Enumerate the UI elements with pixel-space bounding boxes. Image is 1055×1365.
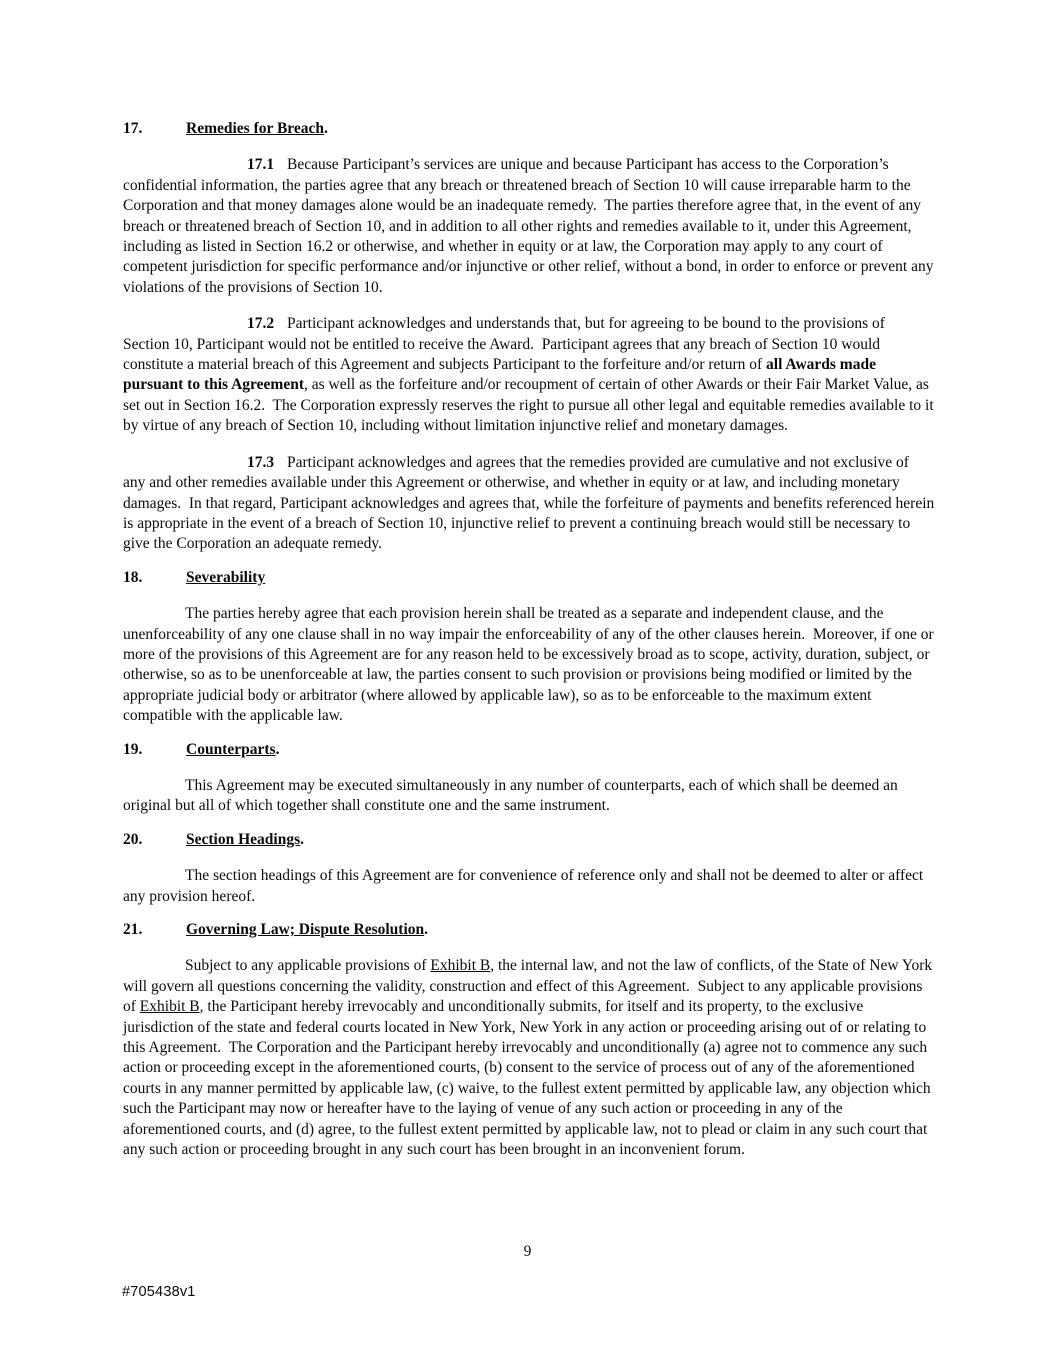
- document-id-footer: #705438v1: [122, 1284, 196, 1300]
- subsection-number: 17.1: [247, 156, 275, 174]
- section-number: 17.: [123, 120, 143, 137]
- paragraph-text: The parties hereby agree that each provision herein shall be treated as a separate and independent clause, and the unenforceability of any one clause shall in no way impair the enforceability of any of the other clauses herein. Moreover, if one or more of the provisions of this Agreement are for any reason held to be excessively broad as to scope, activity, duration, subject, or otherwise, so as to be unenforceable at law, the parties consent to such provision or provisions being modified or limited by the appropriate judicial body or arbitrator (where allowed by applicable law), so as to be enforceable to the maximum extent compatible with the applicable law.: [123, 605, 938, 725]
- paragraph-text: The section headings of this Agreement are for convenience of reference only and shall not be deemed to alter or affect any provision hereof.: [123, 867, 928, 905]
- subsection-number: 17.3: [247, 453, 275, 471]
- section-number: 21.: [123, 921, 143, 938]
- paragraph-17-2: [123, 314, 938, 436]
- exhibit-b-reference: Exhibit B: [430, 957, 491, 975]
- section-number: 19.: [123, 740, 143, 758]
- section-title-text: Section Headings: [186, 830, 301, 848]
- section-title: [186, 921, 428, 938]
- section-17-heading: [123, 119, 935, 139]
- section-title: [186, 741, 279, 758]
- section-title-period: .: [424, 921, 428, 938]
- section-19-heading: [123, 740, 935, 760]
- document-body: [123, 119, 939, 1160]
- exhibit-b-reference: Exhibit B: [139, 998, 200, 1016]
- section-20-heading: [123, 830, 935, 850]
- page-number: 9: [523, 1243, 532, 1260]
- paragraph-17-1: [123, 155, 938, 298]
- paragraph-text: This Agreement may be executed simultaneously in any number of counterparts, each of which shall be deemed an original but all of which together shall constitute one and the same instrument.: [123, 776, 902, 815]
- section-title: [186, 120, 328, 137]
- section-18-heading: [123, 568, 935, 588]
- paragraph-text: , the internal law, and not the law of conflicts, of the State of New York will govern all questions concerning the validity, construction and effect of this Agreement. Subject to any applicable provisions of: [123, 957, 937, 1016]
- paragraph-18: [123, 604, 938, 726]
- section-title-period: .: [300, 830, 304, 848]
- section-title-period: .: [275, 740, 280, 758]
- section-title-text: Severability: [186, 568, 266, 586]
- section-title-text: Governing Law; Dispute Resolution: [186, 921, 425, 938]
- paragraph-text: Subject to any applicable provisions of: [185, 957, 431, 975]
- paragraph-17-3: [123, 453, 939, 555]
- paragraph-20: [123, 866, 935, 907]
- section-title-text: Remedies for Breach: [186, 120, 325, 137]
- section-number: 18.: [123, 568, 143, 586]
- section-title: [186, 831, 304, 848]
- section-number: 20.: [123, 830, 143, 848]
- section-title-text: Counterparts: [186, 740, 276, 758]
- paragraph-19: [123, 776, 935, 817]
- subsection-number: 17.2: [247, 315, 275, 333]
- paragraph-text: Participant acknowledges and agrees that the remedies provided are cumulative and not exclusive of any and other remedies available under this Agreement or otherwise, and whether in equity or at law, and including monetary damages. In that regard, Participant acknowledges and agrees that, while the forfeiture of payments and benefits referenced herein is appropriate in the event of a breach of Section 10, injunctive relief to prevent a continuing breach would still be necessary to give the Corporation an adequate remedy.: [123, 453, 939, 553]
- section-21-heading: [123, 920, 935, 940]
- paragraph-text: Participant acknowledges and understands that, but for agreeing to be bound to the provisions of Section 10, Participant would not be entitled to receive the Award. Participant agrees that any breach of Section 10 would constitute a material breach of this Agreement and subjects Participant to the forfeiture and/or return of: [123, 315, 889, 374]
- paragraph-21: [123, 956, 935, 1160]
- section-title: [186, 569, 265, 586]
- paragraph-bold-text: all Awards made pursuant to this Agreement: [123, 356, 880, 394]
- paragraph-text: Because Participant’s services are unique and because Participant has access to the Corporation’s confidential information, the parties agree that any breach or threatened breach of Section 10 will cause irreparable harm to the Corporation and that money damages alone would be an inadequate remedy. The parties therefore agree that, in the event of any breach or threatened breach of Section 10, and in addition to all other rights and remedies available to it, under this Agreement, including as listed in Section 16.2 or otherwise, and whether in equity or at law, the Corporation may apply to any court of competent jurisdiction for specific performance and/or injunctive or other relief, without a bond, in order to enforce or prevent any violations of the provisions of Section 10.: [123, 156, 938, 296]
- paragraph-text: , the Participant hereby irrevocably and unconditionally submits, for itself and its property, to the exclusive jurisdiction of the state and federal courts located in New York, New York in any action or proceeding arising out of or relating to this Agreement. The Corporation and the Participant hereby irrevocably and unconditionally (a) agree not to commence any such action or proceeding except in the aforementioned courts, (b) consent to the service of process out of any of the aforementioned courts in any manner permitted by applicable law, (c) waive, to the fullest extent permitted by applicable law, any objection which such the Participant may now or hereafter have to the laying of venue of any such action or proceeding in any of the aforementioned courts, and (d) agree, to the fullest extent permitted by applicable law, not to plead or claim in any such court that any such action or proceeding brought in any such court has been brought in an inconvenient forum.: [123, 998, 935, 1159]
- section-title-period: .: [324, 120, 328, 137]
- paragraph-text: , as well as the forfeiture and/or recoupment of certain of other Awards or their Fair Market Value, as set out in Section 16.2. The Corporation expressly reserves the right to pursue all other legal and equitable remedies available to it by virtue of any breach of Section 10, including without limitation injunctive relief and monetary damages.: [123, 376, 938, 435]
